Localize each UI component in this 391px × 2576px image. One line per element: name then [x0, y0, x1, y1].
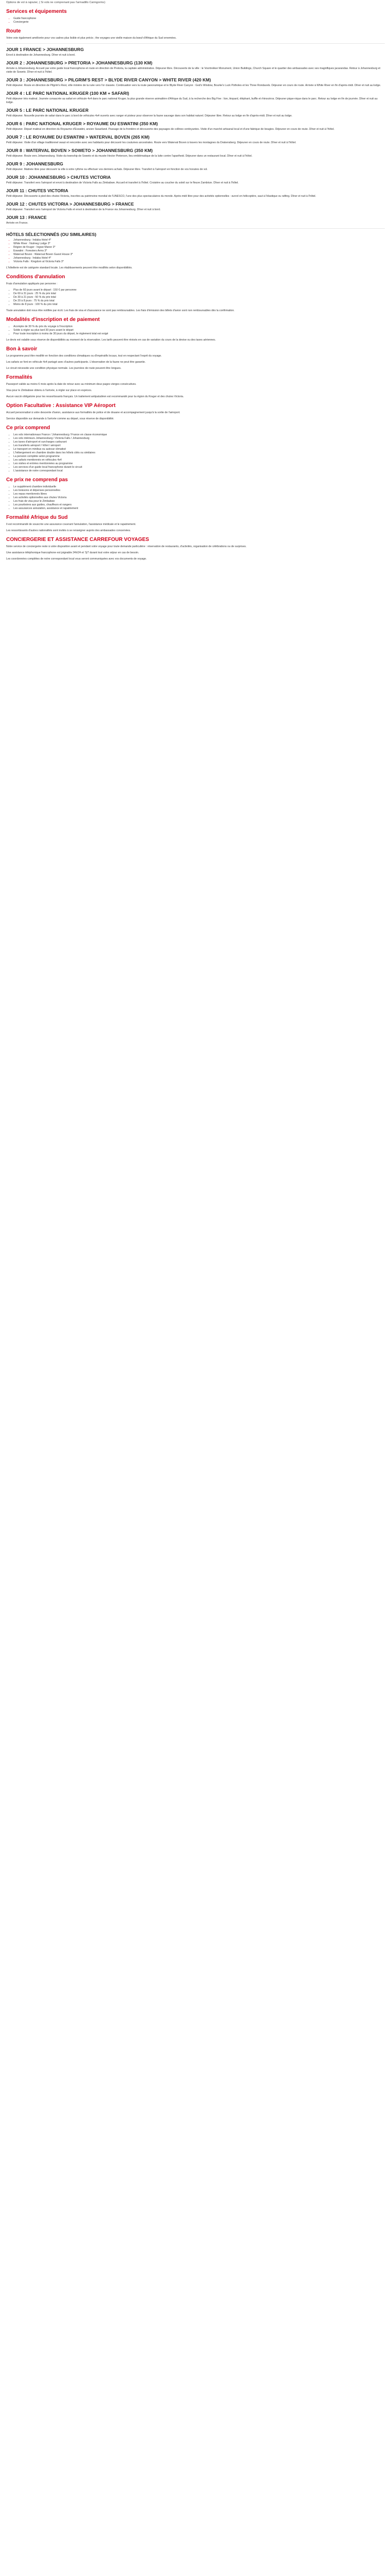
- day-block: [6, 148, 385, 158]
- list-item: • Waterval Boven : Waterval Boven Guest House 3*: [13, 253, 385, 257]
- assist-paragraph: Les coordonnées complètes de notre correspondant local vous seront communiquées avec vos documents de voyage.: [6, 557, 147, 561]
- day-block: [6, 175, 385, 185]
- conditions-intro: Frais d'annulation appliqués par personne :: [6, 282, 58, 285]
- day-title: JOUR 7 : LE ROYAUME DU ESWATINI > WATERVAL BOVEN (265 KM): [6, 134, 150, 140]
- day-text: Petit déjeuner très matinal. Journée consacrée au safari en véhicule 4x4 dans le parc national Kruger, la plus grande réserve animalière d'Afrique du Sud, à la recherche des Big Five : lion, léopard, éléphant, buffle et rhinocéros. Déjeuner pique-nique dans le parc. Retour au lodge en fin de journée. Dîner et nuit au lodge.: [6, 97, 378, 104]
- day-text: Petit déjeuner. Découverte à pied des chutes Victoria, inscrites au patrimoine mondial de l'UNESCO, l'une des plus spectaculaires du monde. Après-midi libre pour des activités optionnelles : survol en hélicoptère, saut à l'élastique ou rafting. Dîner et nuit à l'hôtel.: [6, 195, 316, 198]
- notes-title: Bon à savoir: [6, 346, 38, 352]
- day-text: Arrivée à Johannesburg. Accueil par votre guide local francophone et route en direction de Pretoria, la capitale administrative. Déjeuner libre. Découverte de la ville : le Voortrekker Monument, Union Buildings, Church Square et le quartier des ambassades avec ses magnifiques jacarandas. Retour à Johannesburg et visite de Soweto. Dîner et nuit à l'hôtel.: [6, 67, 381, 74]
- list-item: • Les safaris mentionnés en véhicules 4x4: [13, 459, 385, 462]
- day-text: Arrivée en France.: [6, 222, 28, 225]
- list-item: • Les assurances annulation, assistance et rapatriement: [13, 507, 385, 511]
- page: [0, 0, 391, 571]
- list-item: • Guide francophone: [13, 17, 385, 21]
- formalities-title: Formalités: [6, 375, 32, 380]
- route-text: Votre voie également améliorée pour vos cadres plus lisible et plus précis ; the voyages une vieille maison du bœuf d'Afrique du Sud ornemées.: [6, 37, 177, 40]
- conditions-text: Toute annulation doit nous être notifiée par écrit. Les frais de visa et d'assurance ne sont pas remboursables. Les frais d'émission des billets d'avion sont non remboursables dès la confirmation.: [6, 309, 235, 312]
- day-text: Petit déjeuner. Transfert vers l'aéroport de Victoria Falls et envol à destination de la France via Johannesburg. Dîner et nuit à bord.: [6, 208, 161, 211]
- list-item: • Les taxes d'aéroport et surcharges carburant: [13, 440, 385, 444]
- conditions-title: Conditions d'annulation: [6, 274, 66, 280]
- insurance-title: Formalité Afrique du Sud: [6, 515, 68, 520]
- list-item: • Moins de 8 jours : 100 % du prix total: [13, 303, 385, 307]
- services-title: Services et équipements: [6, 9, 67, 14]
- program: [6, 47, 385, 225]
- day-block: [6, 161, 385, 172]
- day-title: JOUR 12 : CHUTES VICTORIA > JOHANNESBURG > FRANCE: [6, 201, 134, 207]
- route-title: Route: [6, 28, 21, 34]
- option-paragraph: Service disponible sur demande à l'arrivée comme au départ, sous réserve de disponibilité.: [6, 417, 115, 420]
- conditions-list: [6, 289, 385, 307]
- day-title: JOUR 3 : JOHANNESBURG > PILGRIM'S REST > BLYDE RIVER CANYON > WHITE RIVER (420 KM): [6, 77, 211, 82]
- day-title: JOUR 4 : LE PARC NATIONAL KRUGER (100 KM + SAFARI): [6, 91, 129, 96]
- list-item: • Les services d'un guide local francophone durant le circuit: [13, 466, 385, 469]
- day-text: Petit déjeuner. Nouvelle journée de safari dans le parc à bord de véhicules 4x4 ouverts avec ranger et pisteur pour observer la faune sauvage dans son habitat naturel. Déjeuner libre. Retour au lodge en fin d'après-midi. Dîner et nuit au lodge.: [6, 114, 292, 117]
- divider: [6, 43, 385, 44]
- list-item: • Solde à régler au plus tard 30 jours avant le départ: [13, 329, 385, 332]
- page-end: [6, 564, 385, 568]
- notes-paragraph: Le circuit nécessite une condition physique normale. Les journées de route peuvent être longues.: [6, 367, 122, 370]
- day-text: Petit déjeuner. Départ matinal en direction du Royaume d'Eswatini, ancien Swaziland. Passage de la frontière et découverte des paysages de collines verdoyantes. Visite d'un marché artisanal local et d'une fabrique de bougies. Déjeuner en cours de route. Dîner et nuit à l'hôtel.: [6, 128, 335, 131]
- formalities-paragraph: Aucun vaccin obligatoire pour les ressortissants français. Un traitement antipaludéen est recommandé pour la région du Kruger et des chutes Victoria.: [6, 395, 184, 398]
- day-title: JOUR 10 : JOHANNESBURG > CHUTES VICTORIA: [6, 175, 111, 180]
- day-block: [6, 108, 385, 118]
- formalities-paragraph: Passeport valide au moins 6 mois après la date de retour avec au minimum deux pages vierges consécutives.: [6, 383, 137, 386]
- list-item: • Les vols internationaux France / Johannesburg / France en classe économique: [13, 433, 385, 437]
- payment-list: [6, 325, 385, 336]
- list-item: • White River : Nutmeg Lodge 3*: [13, 242, 385, 246]
- day-block: [6, 134, 385, 145]
- list-item: • De 60 à 31 jours : 25 % du prix total: [13, 292, 385, 296]
- services-list: [6, 17, 385, 24]
- list-item: • Les visites et entrées mentionnées au programme: [13, 462, 385, 466]
- day-title: JOUR 13 : FRANCE: [6, 215, 47, 220]
- day-title: JOUR 1 FRANCE > JOHANNESBURG: [6, 47, 84, 52]
- included-list: [6, 433, 385, 473]
- payment-text: Le devis est valable sous réserve de disponibilités au moment de la réservation. Les tarifs peuvent être révisés en cas de variation du cours de la devise ou des taxes aériennes.: [6, 338, 216, 342]
- list-item: • L'hébergement en chambre double dans les hôtels cités ou similaires: [13, 451, 385, 455]
- excluded-list: [6, 485, 385, 511]
- day-block: [6, 121, 385, 131]
- assist-paragraph: Notre service de conciergerie reste à votre disposition avant et pendant votre voyage pour toute demande particulière : réservation de restaurants, d'activités, organisation de célébrations ou de surprises.: [6, 545, 247, 548]
- list-item: • La pension complète selon programme: [13, 455, 385, 459]
- formalities-paragraph: Visa pour le Zimbabwe obtenu à l'arrivée, à régler sur place en espèces.: [6, 389, 92, 392]
- day-title: JOUR 5 : LE PARC NATIONAL KRUGER: [6, 108, 89, 113]
- day-title: JOUR 6 : PARC NATIONAL KRUGER > ROYAUME DU ESWATINI (350 KM): [6, 121, 158, 126]
- hotels-note: L'hôtellerie est de catégorie standard locale. Les établissements peuvent être modifiés selon disponibilités.: [6, 266, 133, 269]
- list-item: • Plus de 60 jours avant le départ : 150 € par personne: [13, 289, 385, 292]
- list-item: • Pour toute inscription à moins de 30 jours du départ, le règlement total est exigé: [13, 332, 385, 336]
- day-text: Petit déjeuner. Visite d'un village traditionnel swazi et rencontre avec ses habitants pour découvrir les coutumes ancestrales. Route vers Waterval Boven à travers les montagnes du Drakensberg. Déjeuner en cours de route. Dîner et nuit à l'hôtel.: [6, 141, 297, 144]
- notes-paragraph: Le programme peut être modifié en fonction des conditions climatiques ou d'impératifs locaux, tout en respectant l'esprit du voyage.: [6, 354, 162, 358]
- notes-paragraph: Les safaris se font en véhicule 4x4 partagé avec d'autres participants. L'observation de la faune ne peut être garantie.: [6, 361, 146, 364]
- day-block: [6, 60, 385, 74]
- day-text: Petit déjeuner. Transfert vers l'aéroport et envol à destination de Victoria Falls au Zimbabwe. Accueil et transfert à l'hôtel. Croisière au coucher du soleil sur le fleuve Zambèze. Dîner et nuit à l'hôtel.: [6, 181, 239, 184]
- day-block: [6, 47, 385, 57]
- list-item: • De 20 à 8 jours : 75 % du prix total: [13, 299, 385, 303]
- day-text: Petit déjeuner. Route vers Johannesburg. Visite du township de Soweto et du musée Hector Pieterson, lieu emblématique de la lutte contre l'apartheid. Déjeuner dans un restaurant local. Dîner et nuit à l'hôtel.: [6, 155, 253, 158]
- assist-title: CONCIERGERIE ET ASSISTANCE CARREFOUR VOYAGES: [6, 537, 149, 543]
- divider: [6, 228, 385, 229]
- list-item: • L'assistance de notre correspondant local: [13, 469, 385, 473]
- list-item: • De 30 à 21 jours : 50 % du prix total: [13, 296, 385, 299]
- list-item: • Les activités optionnelles aux chutes Victoria: [13, 496, 385, 500]
- hotels-title: HÔTELS SÉLECTIONNÉS (OU SIMILAIRES): [6, 232, 96, 237]
- list-item: • Les frais de visa pour le Zimbabwe: [13, 500, 385, 503]
- day-block: [6, 201, 385, 212]
- day-block: [6, 188, 385, 198]
- day-block: [6, 215, 385, 225]
- included-title: Ce prix comprend: [6, 425, 51, 431]
- hotels-list: [6, 239, 385, 264]
- list-item: • Les repas mentionnés libres: [13, 493, 385, 496]
- option-title: Option Facultative : Assistance VIP Aéroport: [6, 403, 116, 409]
- option-paragraph: Accueil personnalisé à votre descente d'avion, assistance aux formalités de police et de douane et accompagnement jusqu'à la sortie de l'aéroport.: [6, 411, 181, 414]
- day-block: [6, 91, 385, 105]
- list-item: • Victoria Falls : Kingdom at Victoria Falls 3*: [13, 260, 385, 264]
- list-item: • Acompte de 30 % du prix du voyage à l'inscription: [13, 325, 385, 329]
- list-item: • Les transferts aéroport / hôtel / aéroport: [13, 444, 385, 448]
- payment-title: Modalités d'inscription et de paiement: [6, 317, 100, 323]
- list-item: • Conciergerie: [13, 21, 385, 24]
- intro-note: Options de vol à rajouter, ( Si vols ne comprenant pas l'armadillo Cairngorms): [6, 1, 105, 4]
- list-item: • Les boissons et dépenses personnelles: [13, 489, 385, 493]
- day-title: JOUR 8 : WATERVAL BOVEN > SOWETO > JOHANNESBURG (350 KM): [6, 148, 153, 153]
- assist-paragraph: Une assistance téléphonique francophone est joignable 24h/24 et 7j/7 durant tout votre séjour en cas de besoin.: [6, 551, 139, 554]
- list-item: • Johannesburg : Indaba Hotel 4*: [13, 257, 385, 260]
- list-item: • Johannesburg : Indaba Hotel 4*: [13, 239, 385, 242]
- list-item: • Le transport en minibus ou autocar climatisé: [13, 448, 385, 451]
- list-item: • Région de Kruger : Ingwe Manor 3*: [13, 246, 385, 249]
- list-item: • Les pourboires aux guides, chauffeurs et rangers: [13, 503, 385, 507]
- day-title: JOUR 9 : JOHANNESBURG: [6, 161, 63, 166]
- day-title: JOUR 2 : JOHANNESBURG > PRETORIA > JOHANNESBURG (130 KM): [6, 60, 153, 65]
- insurance-paragraph: Il est recommandé de souscrire une assurance couvrant l'annulation, l'assistance médicale et le rapatriement.: [6, 523, 136, 526]
- list-item: • Le supplément chambre individuelle: [13, 485, 385, 489]
- day-text: Petit déjeuner. Route en direction de Pilgrim's Rest, ville minière de la ruée vers l'or classée. Continuation vers la route panoramique et le Blyde River Canyon : God's Window, Bourke's Luck Potholes et les Three Rondavels. Déjeuner en cours de route. Arrivée à White River en fin d'après-midi. Dîner et nuit au lodge.: [6, 84, 381, 87]
- insurance-paragraph: Les ressortissants d'autres nationalités sont invités à se renseigner auprès des ambassades concernées.: [6, 529, 131, 532]
- excluded-title: Ce prix ne comprend pas: [6, 477, 68, 483]
- day-text: Envol à destination de Johannesburg. Dîner et nuit à bord.: [6, 54, 76, 57]
- list-item: • Les vols intérieurs Johannesburg / Victoria Falls / Johannesburg: [13, 437, 385, 440]
- day-title: JOUR 11 : CHUTES VICTORIA: [6, 188, 69, 193]
- day-text: Petit déjeuner. Matinée libre pour découvrir la ville à votre rythme ou effectuer vos derniers achats. Déjeuner libre. Transfert à l'aéroport en fonction de vos horaires de vol.: [6, 168, 208, 171]
- day-block: [6, 77, 385, 88]
- list-item: • Eswatini : Foresters Arms 3*: [13, 249, 385, 253]
